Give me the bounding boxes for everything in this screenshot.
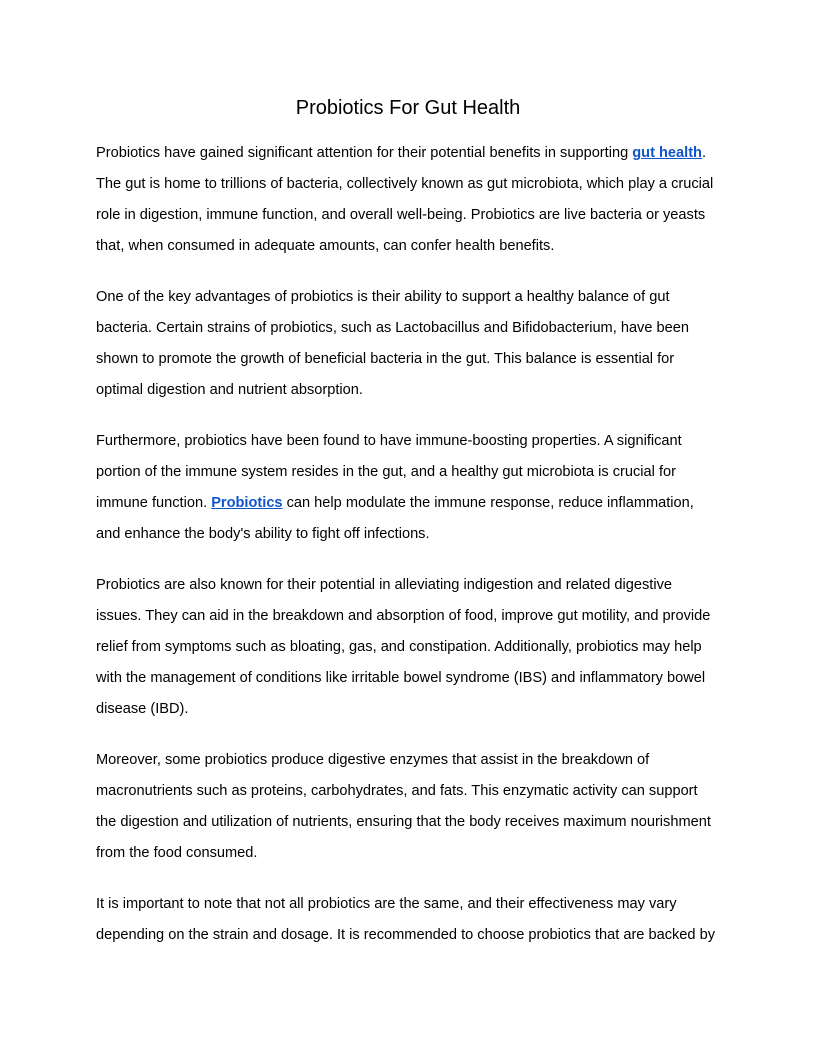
paragraph-digestive (96, 570, 720, 725)
text-segment: It is important to note that not all probiotics are the same, and their effectiveness may vary depending on the strain and dosage. It is recommended to choose probiotics that are backed by (96, 896, 716, 943)
text-segment: Probiotics are also known for their potential in alleviating indigestion and related digestive issues. They can aid in the breakdown and absorption of food, improve gut motility, and provide relief from symptoms such as bloating, gas, and constipation. Additionally, probiotics may help with the management of conditions like irritable bowel syndrome (IBS) and inflammatory bowel disease (IBD). (96, 577, 711, 717)
paragraph-balance (96, 282, 720, 406)
text-segment: Probiotics have gained significant attention for their potential benefits in supporting (96, 145, 633, 161)
paragraph-immune (96, 426, 720, 550)
gut-health-link[interactable]: gut health (632, 145, 702, 161)
paragraph-strains (96, 889, 720, 951)
paragraph-intro (96, 138, 720, 262)
probiotics-link[interactable]: Probiotics (211, 495, 283, 511)
text-segment: . The gut is home to trillions of bacteria, collectively known as gut microbiota, which play a crucial role in digestion, immune function, and overall well-being. Probiotics are live bacteria or yeasts that, when consumed in adequate amounts, can confer health benefits. (96, 145, 714, 254)
text-segment: Furthermore, probiotics have been found to have immune-boosting properties. A significant portion of the immune system resides in the gut, and a healthy gut microbiota is crucial for immune function. (96, 433, 682, 511)
text-segment: Moreover, some probiotics produce digestive enzymes that assist in the breakdown of macronutrients such as proteins, carbohydrates, and fats. This enzymatic activity can support the digestion and utilization of nutrients, ensuring that the body receives maximum nourishment from the food consumed. (96, 752, 711, 861)
paragraph-enzymes (96, 745, 720, 869)
document-title: Probiotics For Gut Health (295, 97, 521, 119)
text-segment: can help modulate the immune response, reduce inflammation, and enhance the body's ability to fight off infections. (96, 495, 694, 542)
document-body (96, 138, 720, 971)
text-segment: One of the key advantages of probiotics is their ability to support a healthy balance of gut bacteria. Certain strains of probiotics, such as Lactobacillus and Bifidobacterium, have been shown to promote the growth of beneficial bacteria in the gut. This balance is essential for optimal digestion and nutrient absorption. (96, 289, 689, 398)
